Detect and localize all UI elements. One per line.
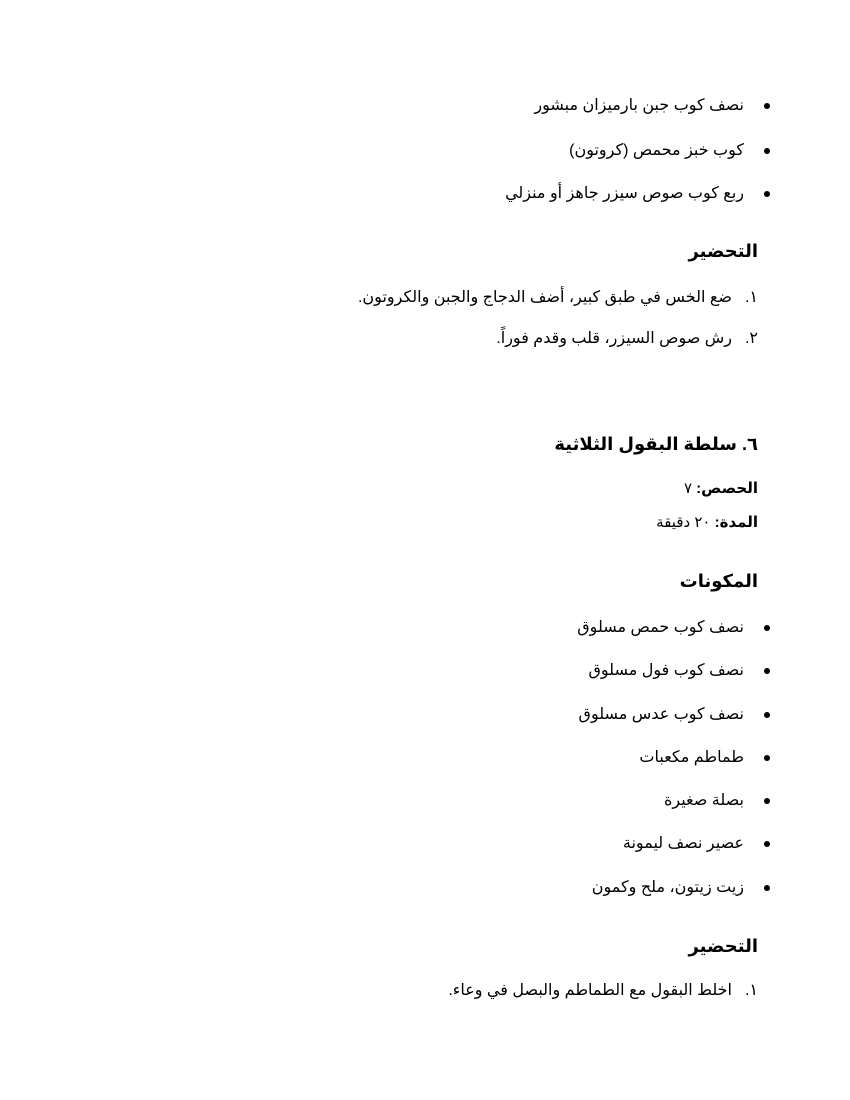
ingredient-text: نصف كوب فول مسلوق bbox=[588, 662, 744, 679]
ingredient-text: نصف كوب جبن بارميزان مبشور bbox=[534, 97, 744, 114]
recipe-title: ٦. سلطة البقول الثلاثية bbox=[554, 434, 758, 454]
bullet-icon bbox=[764, 668, 770, 674]
list-item bbox=[505, 184, 744, 204]
list-item bbox=[577, 618, 744, 638]
servings bbox=[684, 479, 758, 499]
ingredient-text: كوب خبز محمص (كروتون) bbox=[569, 142, 744, 159]
bullet-icon bbox=[764, 191, 770, 197]
step-text: اخلط البقول مع الطماطم والبصل في وعاء. bbox=[448, 982, 732, 999]
section-heading: المكونات bbox=[679, 571, 758, 591]
section-heading: التحضير bbox=[688, 241, 758, 261]
list-item bbox=[592, 878, 744, 898]
list-item bbox=[569, 141, 744, 161]
ingredient-text: نصف كوب عدس مسلوق bbox=[578, 706, 744, 723]
ingredient-text: عصير نصف ليمونة bbox=[622, 835, 744, 852]
list-item bbox=[588, 661, 744, 681]
list-item bbox=[639, 748, 744, 768]
servings-value: ٧ bbox=[683, 480, 692, 497]
list-item bbox=[358, 288, 758, 308]
bullet-icon bbox=[764, 625, 770, 631]
section-heading: التحضير bbox=[688, 936, 758, 956]
step-text: ضع الخس في طبق كبير، أضف الدجاج والجبن والكروتون. bbox=[357, 289, 732, 306]
list-item bbox=[496, 329, 758, 349]
ingredient-text: طماطم مكعبات bbox=[639, 749, 744, 766]
ingredient-text: زيت زيتون، ملح وكمون bbox=[591, 879, 744, 896]
list-item bbox=[623, 834, 744, 854]
step-number: ١. bbox=[744, 982, 758, 999]
bullet-icon bbox=[764, 885, 770, 891]
duration bbox=[656, 513, 758, 533]
ingredient-text: نصف كوب حمص مسلوق bbox=[577, 619, 744, 636]
list-item bbox=[664, 791, 744, 811]
duration-value: ٢٠ دقيقة bbox=[656, 514, 711, 531]
step-number: ٢. bbox=[744, 330, 758, 347]
list-item bbox=[579, 705, 744, 725]
ingredient-text: ربع كوب صوص سيزر جاهز أو منزلي bbox=[505, 185, 744, 202]
step-text: رش صوص السيزر، قلب وقدم فوراً. bbox=[496, 330, 732, 347]
duration-label: المدة: bbox=[714, 514, 758, 531]
bullet-icon bbox=[764, 798, 770, 804]
list-item bbox=[534, 96, 744, 116]
bullet-icon bbox=[764, 148, 770, 154]
bullet-icon bbox=[764, 103, 770, 109]
step-number: ١. bbox=[744, 289, 758, 306]
bullet-icon bbox=[764, 712, 770, 718]
servings-label: الحصص: bbox=[696, 480, 758, 497]
list-item bbox=[448, 981, 758, 1001]
bullet-icon bbox=[764, 841, 770, 847]
bullet-icon bbox=[764, 755, 770, 761]
ingredient-text: بصلة صغيرة bbox=[664, 792, 744, 809]
